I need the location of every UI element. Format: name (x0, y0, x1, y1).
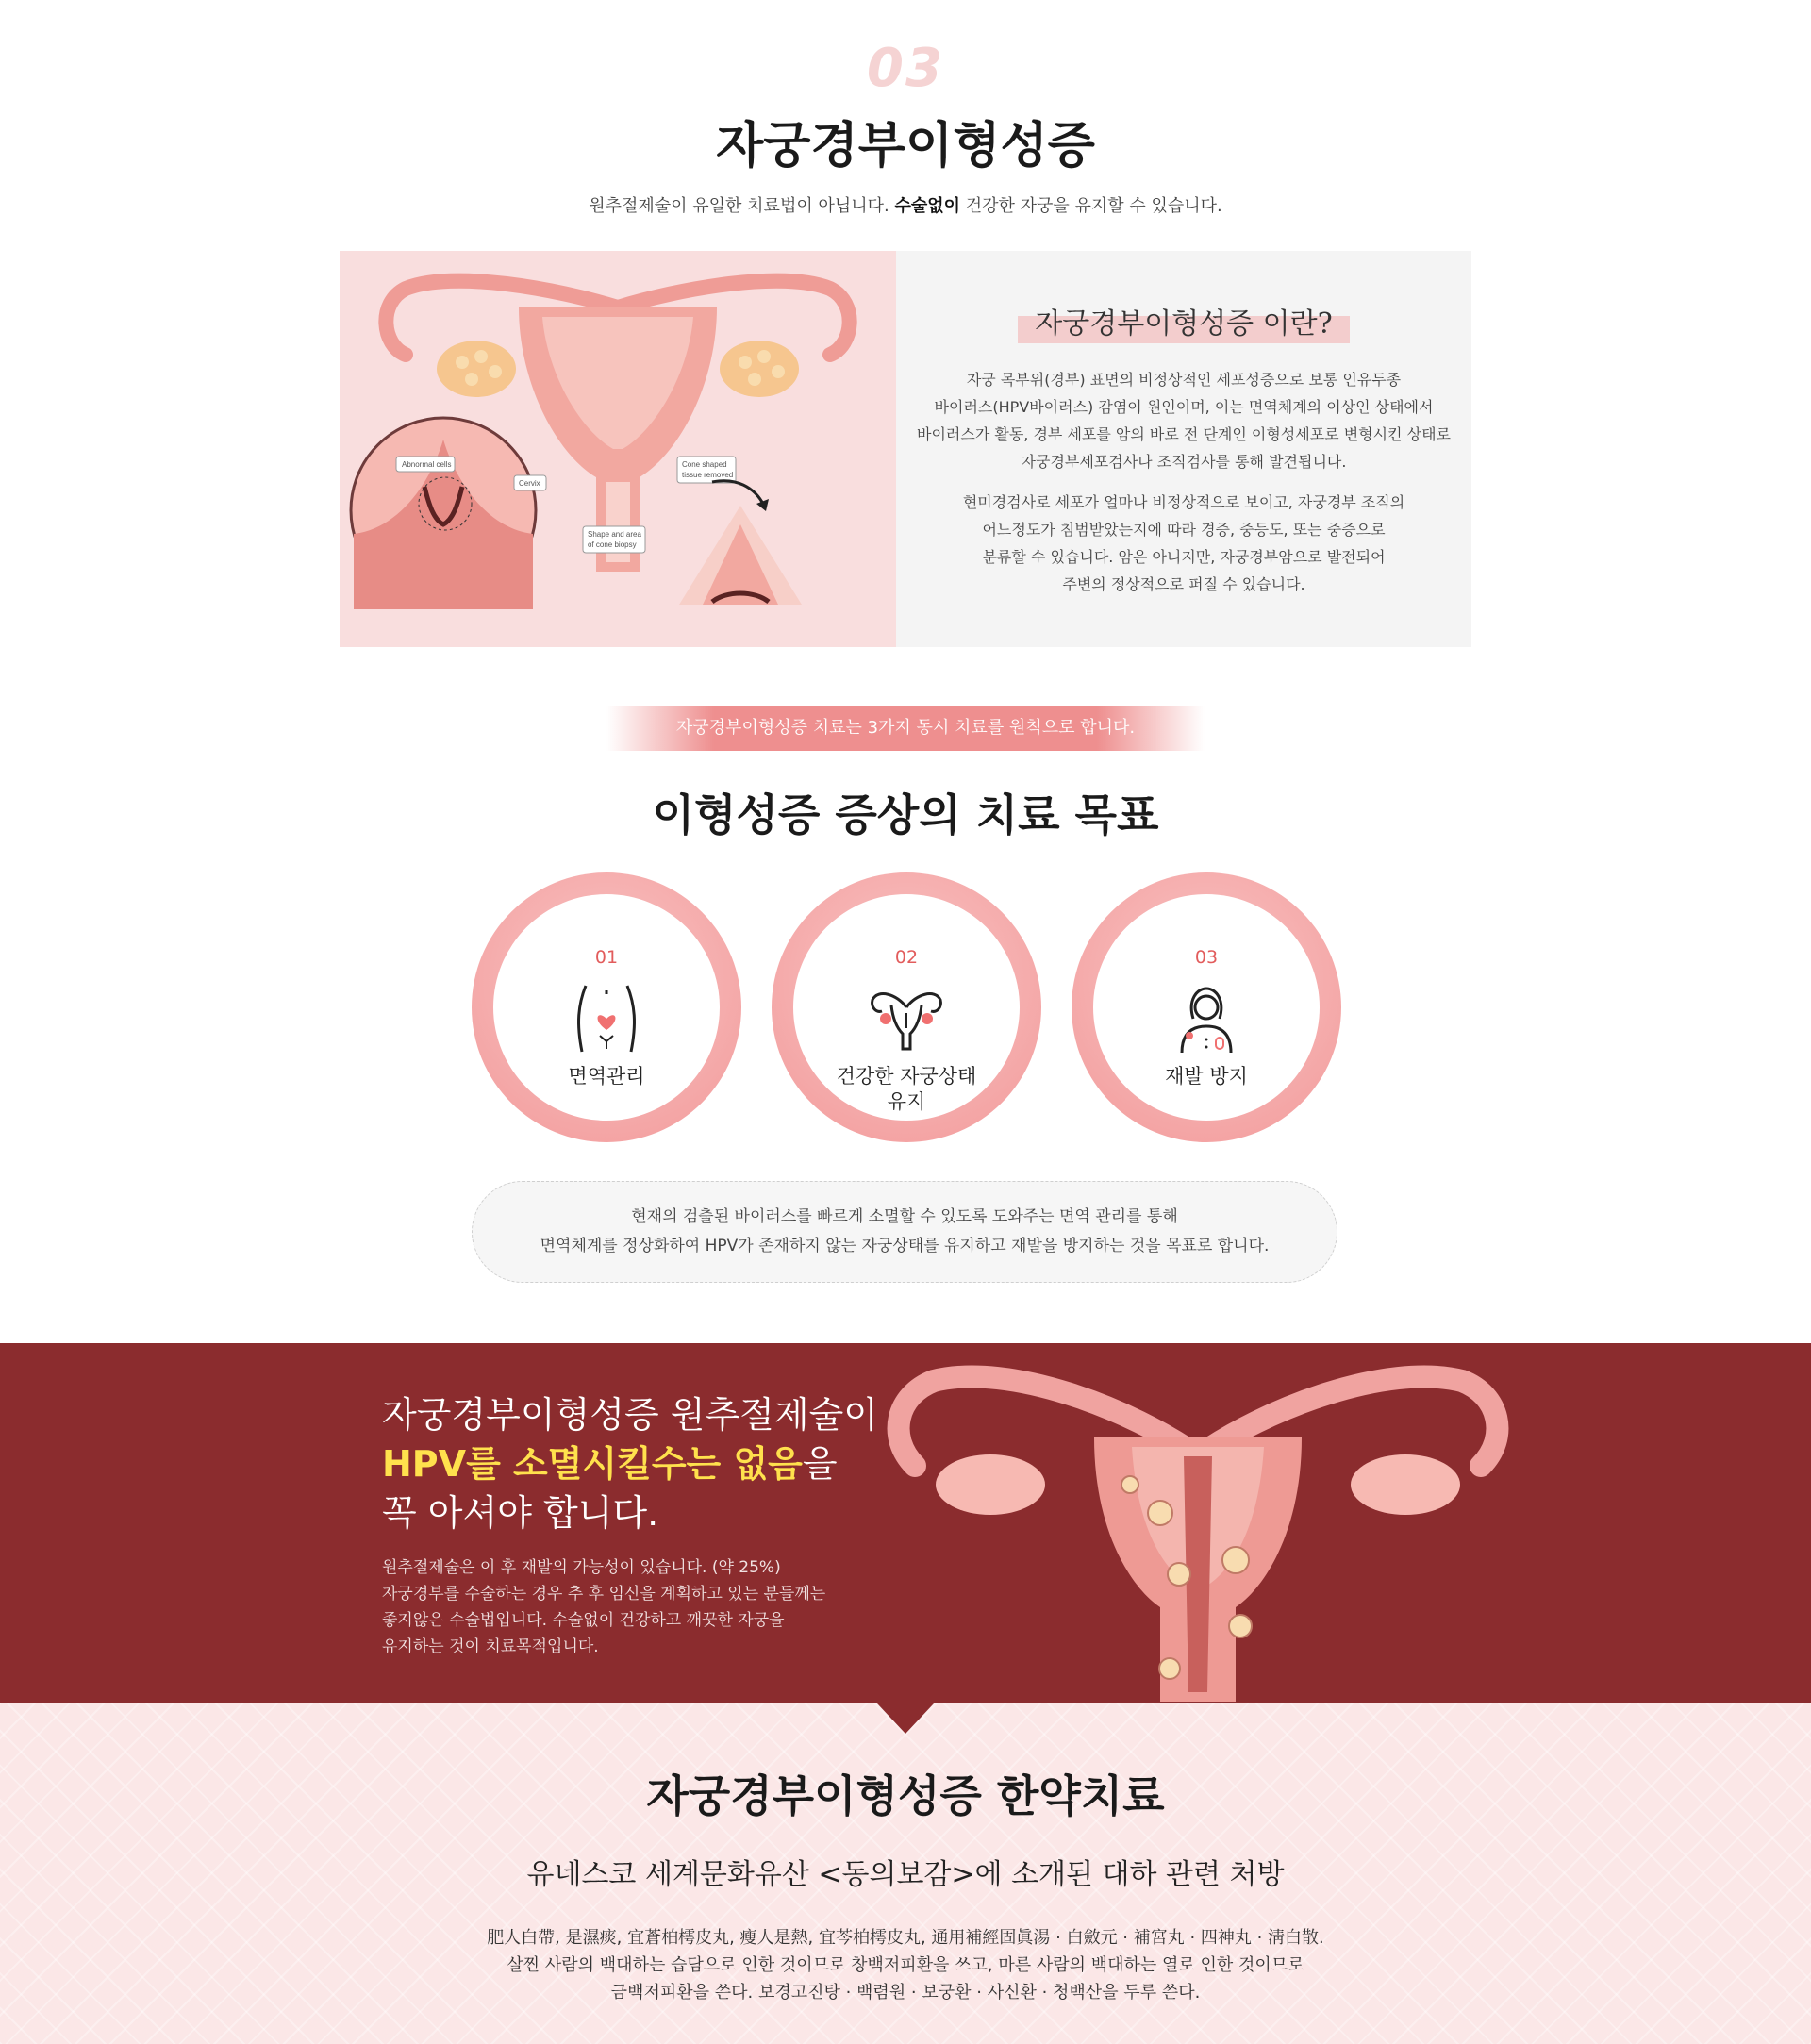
info-p1-line: 자궁경부세포검사나 조직검사를 통해 발견됩니다. (1021, 453, 1347, 471)
info-p2-line: 현미경검사로 세포가 얼마나 비정상적으로 보이고, 자궁경부 조직의 (962, 493, 1405, 511)
herbal-desc-line: 살찐 사람의 백대하는 습담으로 인한 것이므로 창백저피환을 쓰고, 마른 사람의 백대하는 열로 인한 것이므로 (507, 1955, 1304, 1975)
warning-body (382, 1554, 872, 1660)
herbal-description (0, 1924, 1811, 2006)
warning-line-3: 꼭 아셔야 합니다. (382, 1492, 659, 1534)
uterus-diagram-icon (340, 251, 896, 647)
label-shape-1: Shape and area (588, 530, 641, 539)
warning-body-line: 자궁경부를 수술하는 경우 추 후 임신을 계획하고 있는 분들께는 (382, 1585, 826, 1604)
body-heart-icon (569, 981, 644, 1056)
info-p1-line: 바이러스가 활동, 경부 세포를 암의 바로 전 단계인 이형성세포로 변형시킨 상태로 (917, 425, 1451, 443)
info-text-panel (896, 251, 1471, 647)
herbal-desc-line: 肥人白帶, 是濕痰, 宜蒼柏樗皮丸, 瘦人是熱, 宜芩柏樗皮丸, 通用補經固眞湯 · 白斂元 · 補宮丸 · 四神丸 · 淸白散. (487, 1928, 1324, 1948)
info-heading (896, 298, 1471, 343)
section-subtitle (0, 192, 1811, 217)
goals-note-line: 현재의 검출된 바이러스를 빠르게 소멸할 수 있도록 도와주는 면역 관리를 통해 (631, 1207, 1178, 1226)
info-paragraph-1 (915, 366, 1453, 475)
subtitle-text-2: 건강한 자궁을 유지할 수 있습니다. (960, 196, 1222, 216)
subtitle-text-1: 원추절제술이 유일한 치료법이 아닙니다. (589, 196, 895, 216)
warning-highlight: HPV를 소멸시킬수는 없음 (382, 1443, 803, 1485)
subtitle-bold: 수술없이 (894, 196, 960, 216)
herbal-subtitle: 유네스코 세계문화유산 <동의보감>에 소개된 대하 관련 처방 (526, 1858, 1285, 1891)
info-p2-line: 어느정도가 침범받았는지에 따라 경증, 중등도, 또는 중증으로 (982, 521, 1386, 539)
goal-label: 건강한 자궁상태 유지 (836, 1065, 977, 1113)
section-title: 자궁경부이형성증 (716, 118, 1095, 174)
info-p2-line: 주변의 정상적으로 퍼질 수 있습니다. (1062, 575, 1305, 593)
label-shape-2: of cone biopsy (588, 540, 637, 549)
herbal-title: 자궁경부이형성증 한약치료 (646, 1770, 1165, 1821)
warning-body-line: 원추절제술은 이 후 재발의 가능성이 있습니다. (약 25%) (382, 1558, 781, 1577)
treatment-ribbon: 자궁경부이형성증 치료는 3가지 동시 치료를 원칙으로 합니다. (606, 706, 1205, 751)
info-p1-line: 자궁 목부위(경부) 표면의 비정상적인 세포성증으로 보통 인유두종 (966, 371, 1402, 389)
goal-immune-care (472, 872, 741, 1142)
warning-line-2-rest: 을 (802, 1443, 838, 1485)
cervix-illustration (340, 251, 896, 647)
info-p1-line: 바이러스(HPV바이러스) 감염이 원인이며, 이는 면역체계의 이상인 상태에서 (934, 398, 1434, 416)
goal-healthy-uterus (772, 872, 1041, 1142)
goal-label: 재발 방지 (1165, 1065, 1248, 1088)
warning-heading (382, 1390, 910, 1537)
info-box (340, 251, 1471, 647)
label-cervix: Cervix (519, 479, 540, 488)
goals-note (472, 1181, 1337, 1283)
section-notch (877, 1703, 934, 1734)
info-paragraph-2 (915, 489, 1453, 598)
info-p2-line: 분류할 수 있습니다. 암은 아니지만, 자궁경부암으로 발전되어 (982, 548, 1386, 566)
goal-number: 02 (894, 947, 919, 968)
label-cone-2: tissue removed (682, 471, 734, 479)
goals-note-line: 면역체계를 정상화하여 HPV가 존재하지 않는 자궁상태를 유지하고 재발을 방지하는 것을 목표로 합니다. (540, 1237, 1270, 1255)
warning-body-line: 유지하는 것이 치료목적입니다. (382, 1637, 599, 1656)
section-number: 03 (867, 38, 944, 99)
info-heading-text: 자궁경부이형성증 이란? (1018, 298, 1349, 343)
warning-line-2 (382, 1439, 910, 1488)
label-abnormal-cells: Abnormal cells (402, 460, 452, 469)
label-cone-1: Cone shaped (682, 460, 727, 469)
doctor-icon (1169, 981, 1244, 1056)
herbal-desc-line: 금백저피환을 쓴다. 보경고진탕 · 백렴원 · 보궁환 · 사신환 · 청백산을 두루 쓴다. (610, 1983, 1201, 2002)
warning-band (0, 1343, 1811, 1703)
goal-prevent-recurrence (1072, 872, 1341, 1142)
warning-line-1: 자궁경부이형성증 원추절제술이 (382, 1394, 878, 1436)
goal-number: 03 (1194, 947, 1219, 968)
uterus-infection-icon (877, 1353, 1519, 1702)
goal-label: 면역관리 (568, 1065, 645, 1088)
warning-body-line: 좋지않은 수술법입니다. 수술없이 건강하고 깨끗한 자궁을 (382, 1611, 785, 1630)
goal-number: 01 (594, 947, 619, 968)
goals-title: 이형성증 증상의 치료 목표 (652, 789, 1159, 840)
uterus-icon (869, 981, 944, 1056)
